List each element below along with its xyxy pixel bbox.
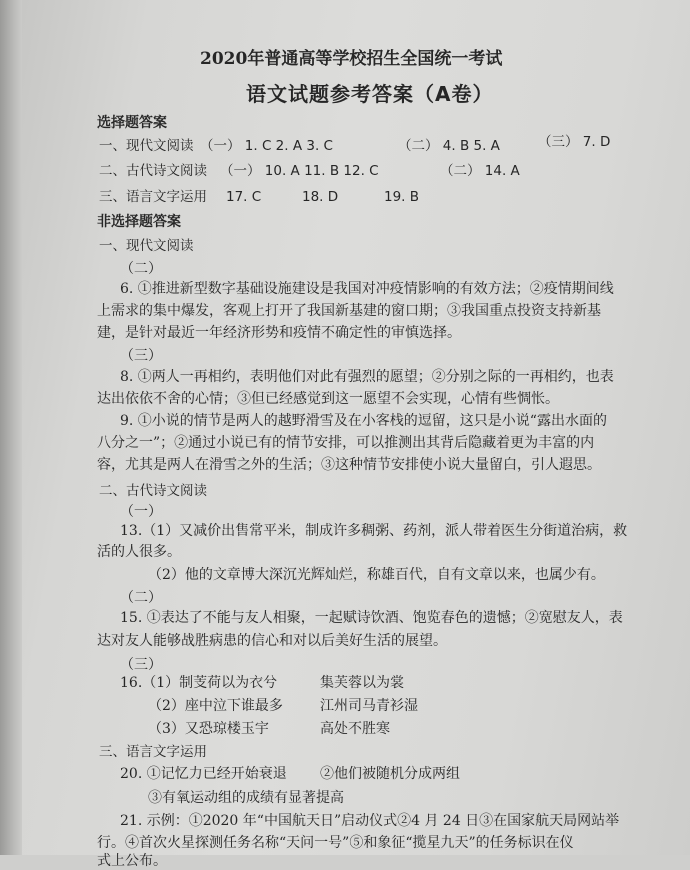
q20-part3: ③有氧运动组的成绩有显著提高 — [148, 790, 344, 806]
section3-heading: 三、语言文字运用 — [99, 744, 207, 760]
q6-line3: 建，是针对最近一年经济形势和疫情不确定性的审慎选择。 — [97, 325, 461, 341]
q16-3-first: （3）又恐琼楼玉宇 — [148, 721, 269, 737]
q16-1-first: 16.（1）制芰荷以为衣兮 — [120, 675, 278, 691]
q9-line2: 八分之一”；②通过小说已有的情节安排，可以推测出其背后隐藏着更为丰富的内 — [97, 435, 595, 451]
q13-line2: 活的人很多。 — [97, 544, 181, 560]
section2-heading: 二、古代诗文阅读 — [99, 483, 207, 499]
choice-row2-part1: （一） 10. A 11. B 12. C — [220, 163, 379, 179]
q9-line1: 9. ①小说的情节是两人的越野滑雪及在小客栈的逗留，这只是小说“露出水面的 — [120, 413, 607, 429]
choice-heading: 选择题答案 — [97, 115, 167, 131]
choice-row1-part1: （一） 1. C 2. A 3. C — [200, 138, 333, 154]
q8-line1: 8. ①两人一再相约，表明他们对此有强烈的愿望；②分别之际的一再相约，也表 — [120, 369, 614, 385]
choice-row2-part2: （二） 14. A — [440, 163, 520, 179]
choice-row3-label: 三、语言文字运用 — [99, 189, 207, 205]
choice-row3-part3: 19. B — [384, 189, 420, 205]
choice-row1-part3: （三） 7. D — [538, 134, 611, 150]
q16-1-second: 集芙蓉以为裳 — [320, 675, 404, 691]
q16-2-second: 江州司马青衫湿 — [320, 698, 418, 714]
subsection-2: （二） — [120, 261, 162, 277]
q15-line2: 达对友人能够战胜病患的信心和对以后美好生活的展望。 — [97, 633, 447, 649]
choice-row1-part2: （二） 4. B 5. A — [398, 138, 500, 154]
q21-line1: 21. 示例：①2020 年“中国航天日”启动仪式②4 月 24 日③在国家航天局网站举 — [120, 813, 620, 829]
choice-row3-part1: 17. C — [226, 189, 262, 205]
subsection-2-1: （一） — [120, 504, 162, 520]
q6-line1: 6. ①推进新型数字基础设施建设是我国对冲疫情影响的有效方法；②疫情期间线 — [120, 281, 614, 297]
q15-line1: 15. ①表达了不能与友人相聚，一起赋诗饮酒、饱览春色的遗憾；②宽慰友人，表 — [120, 610, 623, 626]
q16-3-second: 高处不胜寒 — [320, 721, 390, 737]
q8-line2: 达出依依不舍的心情；③但已经感觉到这一愿望不会实现，心情有些惆怅。 — [97, 391, 559, 407]
nonchoice-heading: 非选择题答案 — [97, 214, 181, 230]
choice-row3-part2: 18. D — [302, 189, 339, 205]
q21-line2: 行。④首次火星探测任务名称“天问一号”⑤和象征“揽星九天”的任务标识在仪 — [97, 835, 574, 851]
exam-subtitle: 语文试题参考答案（A卷） — [246, 82, 494, 106]
choice-row2-label: 二、古代诗文阅读 — [99, 163, 207, 179]
section1-heading: 一、现代文阅读 — [99, 238, 194, 254]
q21-line3: 式上公布。 — [97, 853, 167, 869]
q13-line1: 13.（1）又减价出售常平米，制成许多稠粥、药剂，派人带着医生分街道治病，救 — [120, 523, 628, 539]
exam-title: 2020年普通高等学校招生全国统一考试 — [200, 49, 503, 69]
q16-2-first: （2）座中泣下谁最多 — [148, 698, 283, 714]
subsection-3: （三） — [120, 348, 162, 364]
q9-line3: 容，尤其是两人在滑雪之外的生活；③这种情节安排使小说大量留白，引人遐思。 — [97, 457, 601, 473]
q20-part2: ②他们被随机分成两组 — [320, 766, 460, 782]
choice-row1-label: 一、现代文阅读 — [99, 138, 194, 154]
subsection-2-3: （三） — [120, 657, 162, 673]
q6-line2: 上需求的集中爆发，客观上打开了我国新基建的窗口期；③我国重点投资支持新基 — [97, 303, 601, 319]
page-spine-shadow — [0, 0, 22, 855]
q20-part1: 20. ①记忆力已经开始衰退 — [120, 766, 287, 782]
subsection-2-2: （二） — [120, 590, 162, 606]
q13-line3: （2）他的文章博大深沉光辉灿烂，称雄百代，自有文章以来，也属少有。 — [148, 567, 605, 583]
